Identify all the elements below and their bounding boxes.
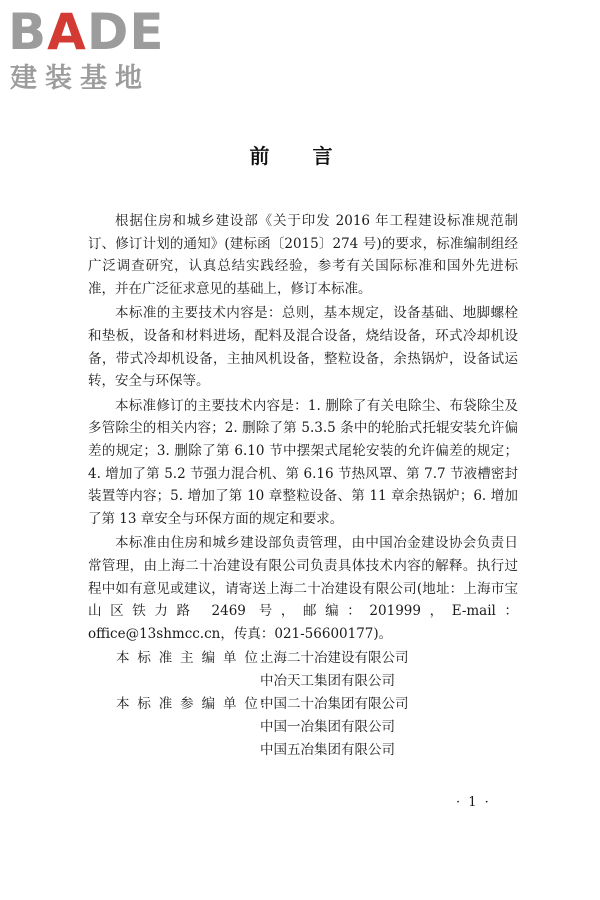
unit-row	[88, 647, 518, 670]
preface-body	[88, 210, 518, 762]
unit-role-blank	[88, 739, 260, 762]
unit-role-participating: 本 标 准 参 编 单 位：	[116, 696, 275, 713]
unit-role-blank	[88, 716, 260, 739]
unit-row	[88, 716, 518, 739]
paragraph-management: 本标准由住房和城乡建设部负责管理，由中国冶金建设协会负责日常管理，由上海二十冶建设有限公司负责具体技术内容的解释。执行过程中如有意见或建议，请寄送上海二十冶建设有限公司(地址：上海市宝山区铁力路 2469 号，邮编：201999，E-mail：office@13shmcc.cn，传真：021-56600177)。	[88, 535, 518, 642]
unit-row	[88, 670, 518, 693]
unit-row	[88, 739, 518, 762]
page-title: 前 言	[249, 144, 351, 168]
unit-name: 中国一冶集团有限公司	[260, 719, 395, 736]
unit-row	[88, 693, 518, 716]
paragraph-revision-content: 本标准修订的主要技术内容是：1. 删除了有关电除尘、布袋除尘及多管除尘的相关内容；2. 删除了第 5.3.5 条中的轮胎式托辊安装允许偏差的规定；3. 删除了第 6.10 节中摆架式尾轮安装的允许偏差的规定；4. 增加了第 5.2 节强力混合机、第 6.16 节热风罩、第 7.7 节液槽密封装置等内容；5. 增加了第 10 章整粒设备、第 11 章余热锅炉；6. 增加了第 13 章安全与环保方面的规定和要求。	[88, 397, 518, 527]
logo-chinese-name: 建装基地	[10, 63, 150, 94]
unit-role-blank	[88, 670, 260, 693]
unit-name: 中国二十冶集团有限公司	[260, 696, 409, 713]
unit-name: 中冶天工集团有限公司	[260, 673, 395, 690]
editing-units	[88, 647, 518, 762]
logo-wordmark: BADE	[8, 3, 165, 61]
paragraph-main-content: 本标准的主要技术内容是：总则，基本规定，设备基础、地脚螺栓和垫板，设备和材料进场，配料及混合设备，烧结设备，环式冷却机设备，带式冷却机设备，主抽风机设备，整粒设备，余热锅炉，设备试运转，安全与环保等。	[88, 305, 518, 390]
unit-role-chief-editor: 本 标 准 主 编 单 位：	[116, 650, 275, 667]
bade-logo	[8, 3, 183, 101]
unit-name: 上海二十冶建设有限公司	[260, 650, 409, 667]
page-number: · 1 ·	[456, 795, 491, 810]
paragraph-basis: 根据住房和城乡建设部《关于印发 2016 年工程建设标准规范制订、修订计划的通知》(建标函〔2015〕274 号)的要求，标准编制组经广泛调查研究，认真总结实践经验，参考有关国际标准和国外先进标准，并在广泛征求意见的基础上，修订本标准。	[88, 213, 518, 297]
unit-name: 中国五冶集团有限公司	[260, 742, 395, 759]
